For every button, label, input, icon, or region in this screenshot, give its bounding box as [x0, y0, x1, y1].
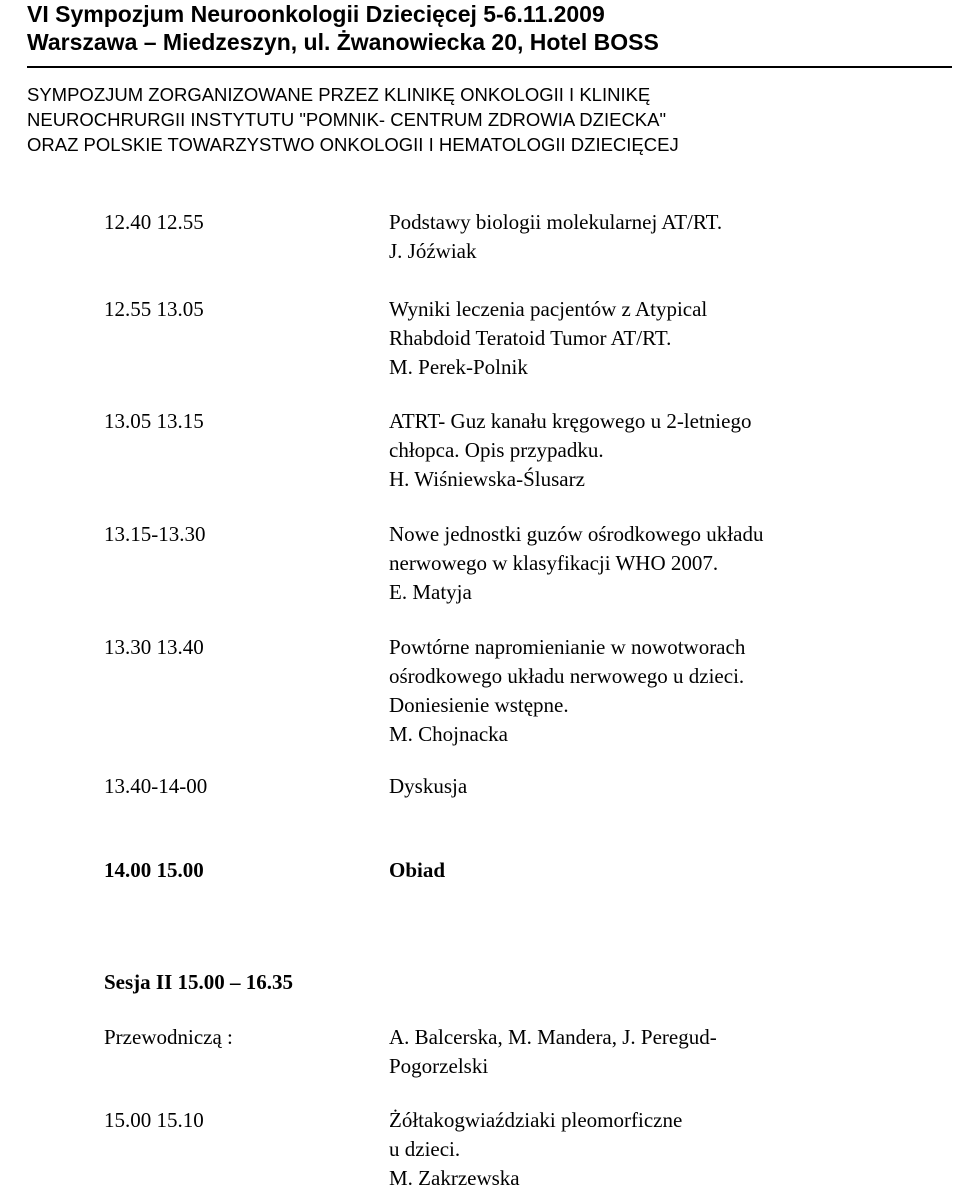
entry-speaker: H. Wiśniewska-Ślusarz — [389, 467, 585, 491]
entry-time: 13.15-13.30 — [104, 522, 206, 546]
entry-text — [389, 772, 859, 801]
entry-time: 12.55 13.05 — [104, 297, 204, 321]
session-title: Sesja II 15.00 – 16.35 — [104, 970, 294, 994]
entry-title-line: ATRT- Guz kanału kręgowego u 2-letniego — [389, 409, 752, 433]
entry-speaker: M. Perek-Polnik — [389, 355, 528, 379]
entry-text — [389, 520, 859, 607]
entry-title-line: Podstawy biologii molekularnej AT/RT. — [389, 210, 723, 234]
entry-text — [389, 407, 859, 494]
entry-text — [389, 633, 859, 749]
organizers-line: ORAZ POLSKIE TOWARZYSTWO ONKOLOGII I HEMATOLOGII DZIECIĘCEJ — [27, 134, 679, 155]
entry-text — [389, 1106, 859, 1193]
organizers-block — [27, 82, 679, 157]
entry-time: 13.05 13.15 — [104, 409, 204, 433]
entry-title-line: Dyskusja — [389, 774, 468, 798]
entry-speaker: J. Jóźwiak — [389, 239, 477, 263]
entry-title-line: Wyniki leczenia pacjentów z Atypical — [389, 297, 708, 321]
entry-speaker: M. Zakrzewska — [389, 1166, 520, 1190]
entry-text — [389, 295, 859, 382]
organizers-line: NEUROCHRURGII INSTYTUTU "POMNIK- CENTRUM ZDROWIA DZIECKA" — [27, 109, 667, 130]
chairs-label: Przewodniczą : — [104, 1025, 233, 1049]
entry-title-line: Rhabdoid Teratoid Tumor AT/RT. — [389, 326, 672, 350]
header-divider — [27, 66, 952, 68]
chairs-names — [389, 1023, 859, 1081]
entry-speaker: M. Chojnacka — [389, 722, 508, 746]
entry-time: 13.40-14-00 — [104, 774, 208, 798]
lunch-time: 14.00 15.00 — [104, 858, 204, 882]
entry-title-line: u dzieci. — [389, 1137, 461, 1161]
entry-speaker: E. Matyja — [389, 580, 472, 604]
lunch-label — [389, 856, 859, 885]
entry-time: 15.00 15.10 — [104, 1108, 204, 1132]
symposium-title: VI Sympozjum Neuroonkologii Dziecięcej 5-6.11.2009 — [27, 1, 605, 27]
entry-title-line: Żółtakogwiaździaki pleomorficzne — [389, 1108, 683, 1132]
chairs-line: A. Balcerska, M. Mandera, J. Peregud- — [389, 1025, 717, 1049]
organizers-line: SYMPOZJUM ZORGANIZOWANE PRZEZ KLINIKĘ ONKOLOGII I KLINIKĘ — [27, 84, 651, 105]
symposium-venue: Warszawa – Miedzeszyn, ul. Żwanowiecka 20, Hotel BOSS — [27, 29, 659, 55]
entry-title-line: nerwowego w klasyfikacji WHO 2007. — [389, 551, 719, 575]
entry-title-line: Doniesienie wstępne. — [389, 693, 569, 717]
lunch-label-text: Obiad — [389, 858, 446, 882]
chairs-line: Pogorzelski — [389, 1054, 489, 1078]
entry-text — [389, 208, 859, 266]
entry-time: 12.40 12.55 — [104, 210, 204, 234]
entry-title-line: ośrodkowego układu nerwowego u dzieci. — [389, 664, 745, 688]
entry-time: 13.30 13.40 — [104, 635, 204, 659]
symposium-header — [27, 0, 947, 56]
entry-title-line: Powtórne napromienianie w nowotworach — [389, 635, 746, 659]
entry-title-line: Nowe jednostki guzów ośrodkowego układu — [389, 522, 764, 546]
entry-title-line: chłopca. Opis przypadku. — [389, 438, 604, 462]
